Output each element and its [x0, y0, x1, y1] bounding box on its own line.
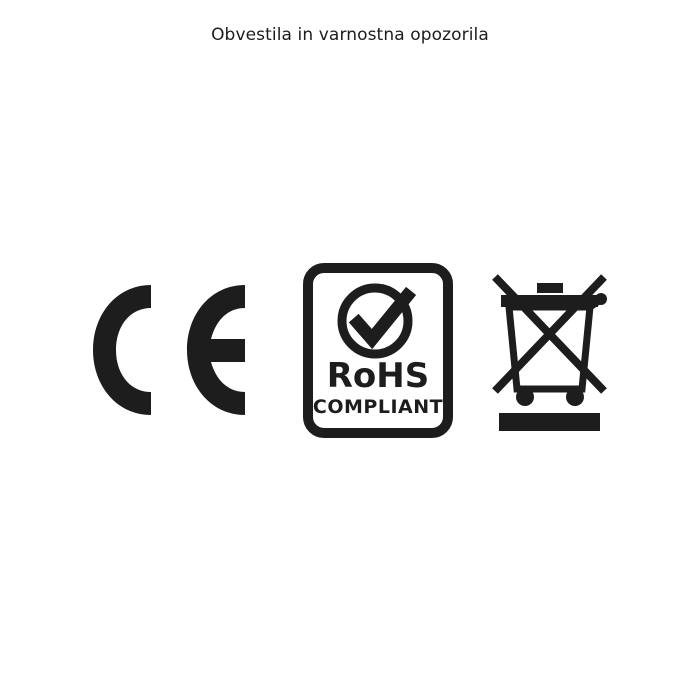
ce-marking-icon	[89, 275, 269, 425]
rohs-label-line1: RoHS	[326, 355, 429, 396]
rohs-label-line2: COMPLIANT	[312, 395, 443, 418]
page-title: Obvestila in varnostna opozorila	[211, 25, 489, 45]
rohs-compliant-icon	[303, 263, 453, 438]
compliance-symbol-row	[0, 255, 700, 445]
weee-crossed-out-wheelie-bin-icon	[487, 263, 612, 438]
